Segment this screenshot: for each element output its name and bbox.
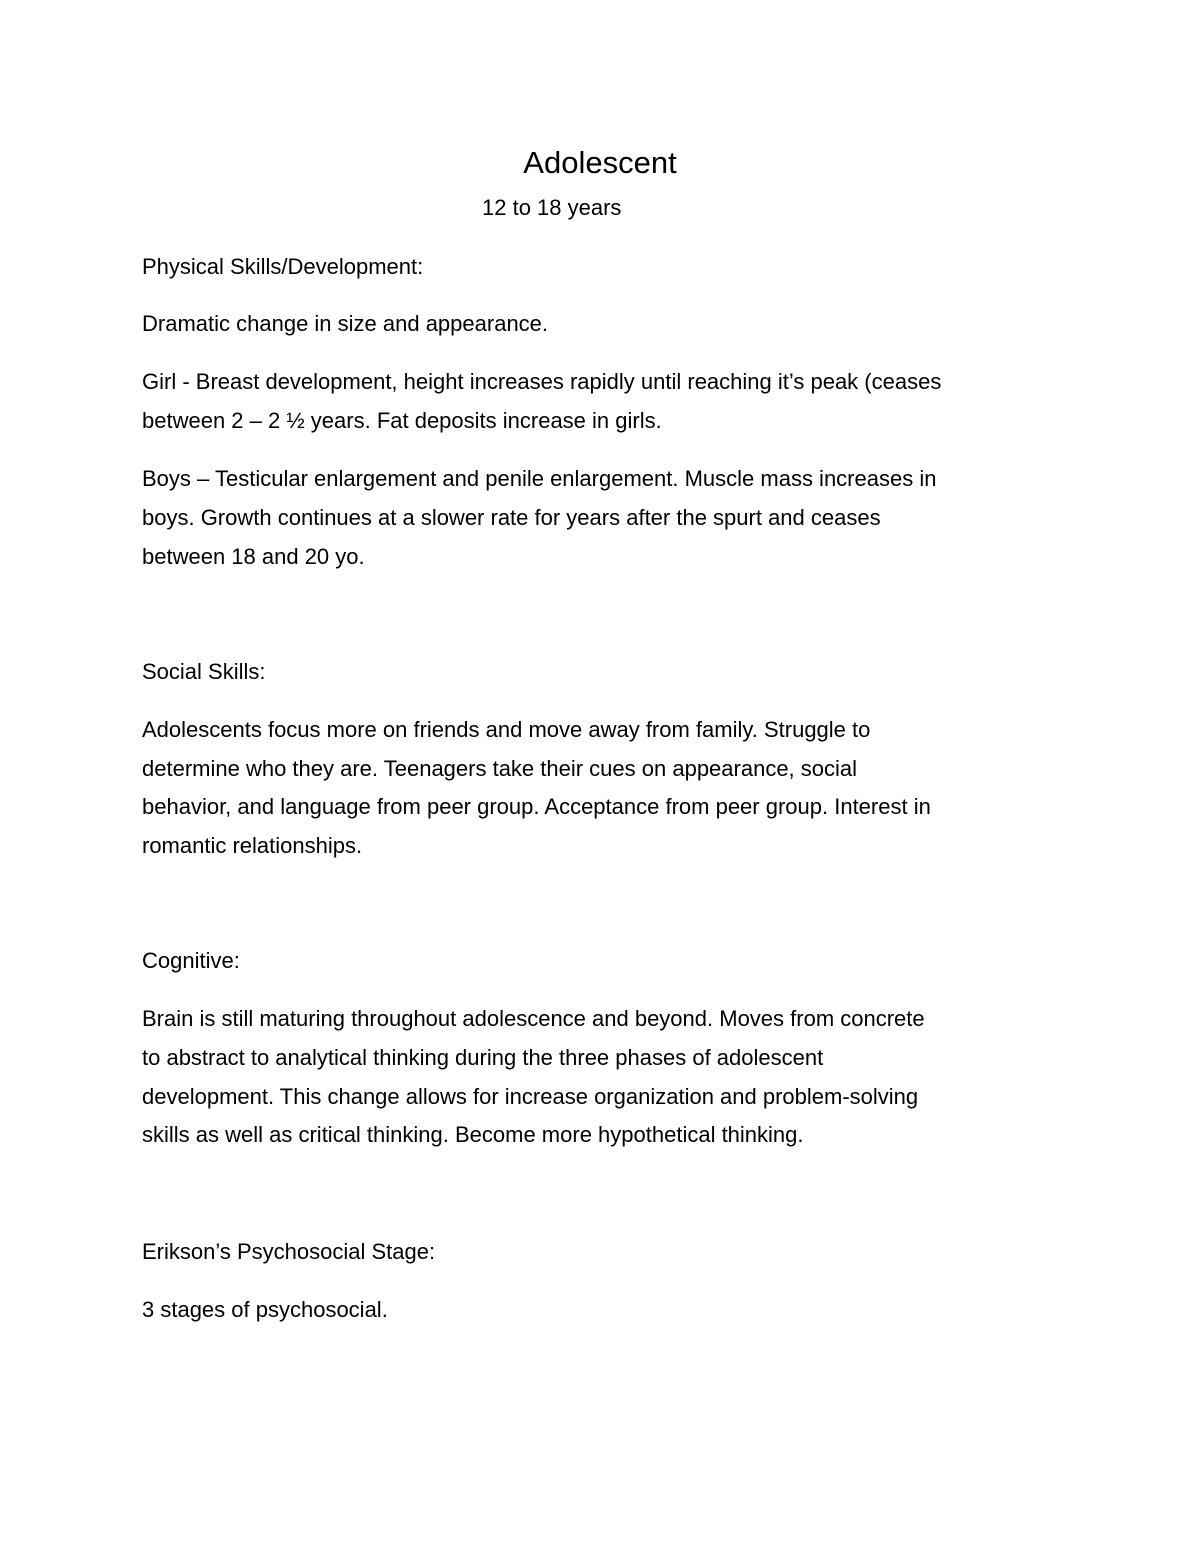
physical-boys-line: between 18 and 20 yo. (142, 544, 365, 569)
cognitive-line: to abstract to analytical thinking during the three phases of adolescent (142, 1045, 824, 1070)
erikson-heading: Erikson’s Psychosocial Stage: (142, 1239, 436, 1264)
social-line: romantic relationships. (142, 833, 363, 858)
cognitive-line: skills as well as critical thinking. Become more hypothetical thinking. (142, 1122, 804, 1147)
social-heading: Social Skills: (142, 659, 266, 684)
cognitive-line: Brain is still maturing throughout adolescence and beyond. Moves from concrete (142, 1006, 925, 1031)
document-title: Adolescent (523, 145, 677, 180)
cognitive-line: development. This change allows for increase organization and problem-solving (142, 1084, 919, 1109)
physical-heading: Physical Skills/Development: (142, 254, 424, 279)
social-line: behavior, and language from peer group. Acceptance from peer group. Interest in (142, 794, 931, 819)
physical-intro: Dramatic change in size and appearance. (142, 311, 549, 336)
physical-girl-line: Girl - Breast development, height increases rapidly until reaching it’s peak (ceases (142, 369, 942, 394)
age-range-subtitle: 12 to 18 years (482, 195, 622, 220)
physical-boys-line: Boys – Testicular enlargement and penile enlargement. Muscle mass increases in (142, 466, 937, 491)
cognitive-heading: Cognitive: (142, 948, 240, 973)
social-line: Adolescents focus more on friends and move away from family. Struggle to (142, 717, 871, 742)
physical-girl-line: between 2 – 2 ½ years. Fat deposits increase in girls. (142, 408, 662, 433)
social-line: determine who they are. Teenagers take their cues on appearance, social (142, 756, 858, 781)
physical-boys-line: boys. Growth continues at a slower rate for years after the spurt and ceases (142, 505, 881, 530)
erikson-body: 3 stages of psychosocial. (142, 1297, 388, 1322)
